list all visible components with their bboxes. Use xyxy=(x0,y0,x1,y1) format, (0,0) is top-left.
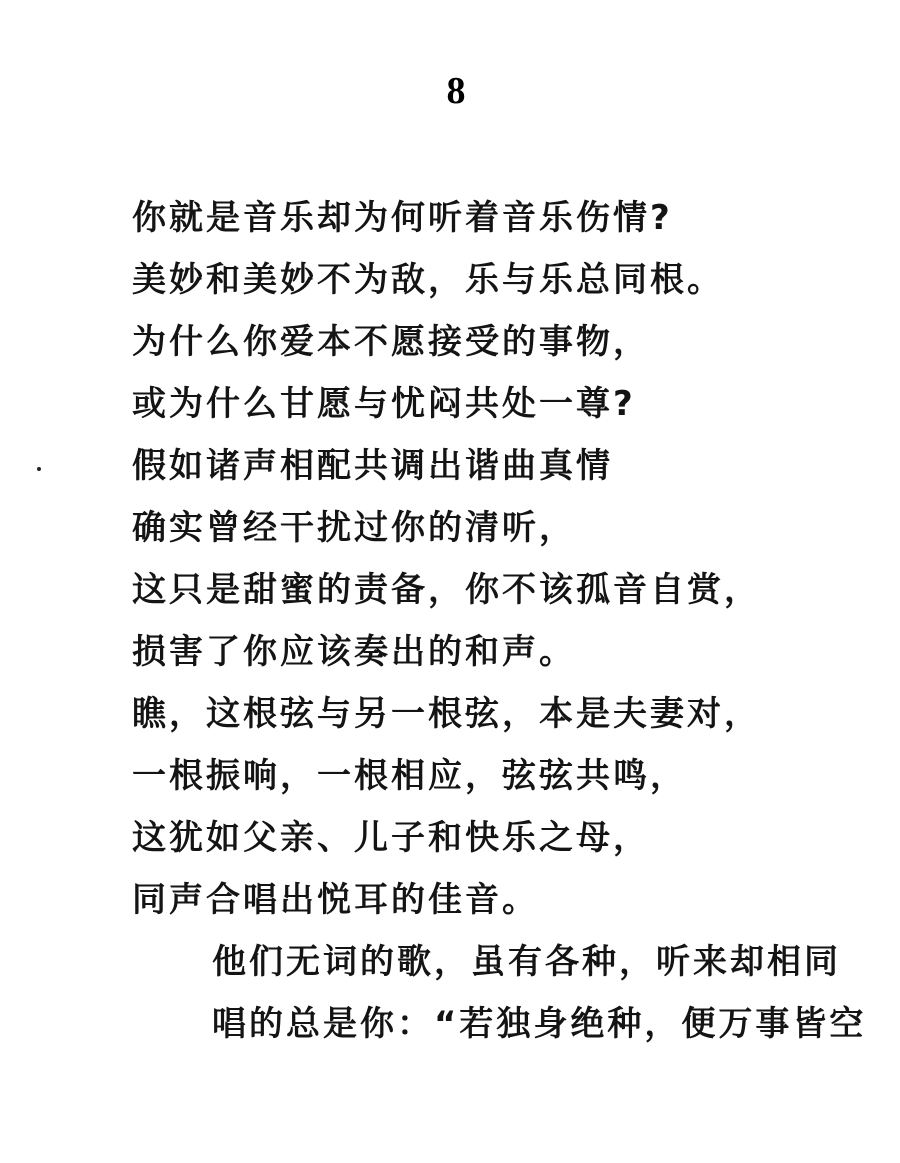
poem-couplet-line-2: 唱的总是你：“若独身绝种，便万事皆空 xyxy=(212,1004,867,1044)
poem-couplet-line-1: 他们无词的歌，虽有各种，听来却相同 xyxy=(212,942,841,982)
poem-line-2: 美妙和美妙不为敌，乐与乐总同根。 xyxy=(132,260,724,300)
poem-line-12: 同声合唱出悦耳的佳音。 xyxy=(132,880,539,920)
poem-line-3: 为什么你爱本不愿接受的事物， xyxy=(132,322,650,362)
poem-line-4: 或为什么甘愿与忧闷共处一尊? xyxy=(132,384,636,424)
poem-line-11: 这犹如父亲、儿子和快乐之母， xyxy=(132,818,650,858)
poem-line-8: 损害了你应该奏出的和声。 xyxy=(132,632,576,672)
poem-line-6: 确实曾经干扰过你的清听， xyxy=(132,508,576,548)
page-number: 8 xyxy=(446,70,466,112)
poem-line-1: 你就是音乐却为何听着音乐伤情? xyxy=(132,198,673,238)
poem-line-5: 假如诸声相配共调出谐曲真情 xyxy=(132,446,613,486)
poem-line-10: 一根振响，一根相应，弦弦共鸣， xyxy=(132,756,687,796)
poem-stanza xyxy=(132,187,866,1055)
poem-line-7: 这只是甜蜜的责备，你不该孤音自赏， xyxy=(132,570,761,610)
margin-mark xyxy=(37,467,41,471)
poem-line-9: 瞧，这根弦与另一根弦，本是夫妻对， xyxy=(132,694,761,734)
